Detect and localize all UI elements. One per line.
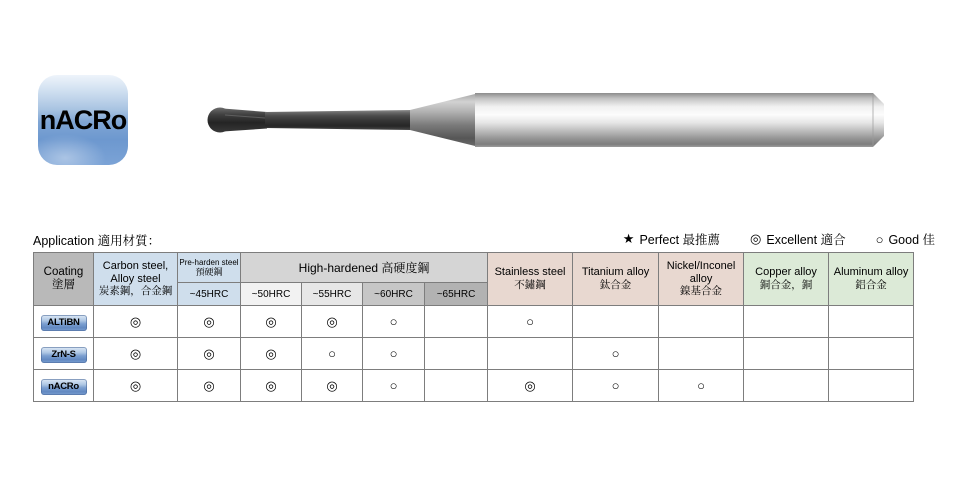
app-cell [744, 370, 829, 402]
app-cell: ○ [573, 370, 659, 402]
application-table [33, 252, 914, 402]
app-cell [659, 306, 744, 338]
app-cell [425, 338, 488, 370]
app-cell: ◎ [94, 338, 178, 370]
table-row-zrns [34, 338, 914, 370]
coating-badge-cell [34, 370, 94, 402]
table-row-nacro [34, 370, 914, 402]
header-stainless-steel: Stainless steel 不鏽鋼 [488, 253, 573, 306]
header-titanium-alloy: Titanium alloy 鈦合金 [573, 253, 659, 306]
header-nickel-inconel-alloy: Nickel/Inconel alloy 鎳基合金 [659, 253, 744, 306]
nacro-logo-text: nACRo [39, 104, 127, 135]
table-row-altibn [34, 306, 914, 338]
header-60hrc: ~60HRC [363, 283, 425, 306]
app-cell: ◎ [94, 306, 178, 338]
application-label: Application 適用材質： [33, 234, 161, 248]
app-cell [829, 338, 914, 370]
app-cell [659, 338, 744, 370]
header-65hrc: ~65HRC [425, 283, 488, 306]
app-cell: ◎ [302, 306, 363, 338]
app-cell [829, 370, 914, 402]
coating-badge-cell [34, 306, 94, 338]
legend-perfect [623, 230, 720, 248]
app-cell: ◎ [488, 370, 573, 402]
app-cell: ○ [659, 370, 744, 402]
app-cell [829, 306, 914, 338]
double-circle-icon: ◎ [750, 231, 762, 246]
app-cell [488, 338, 573, 370]
header-copper-alloy: Copper alloy 銅合金，銅 [744, 253, 829, 306]
header-high-hardened: High-hardened 高硬度鋼 [241, 253, 488, 283]
header-preharden-steel: Pre-harden steel 預硬鋼 [178, 253, 241, 283]
legend-good-label: Good 佳 [888, 233, 935, 247]
app-cell: ◎ [241, 370, 302, 402]
app-cell: ◎ [241, 306, 302, 338]
nacro-logo [38, 75, 128, 165]
app-cell: ○ [363, 306, 425, 338]
circle-icon: ○ [875, 231, 884, 247]
header-50hrc: ~50HRC [241, 283, 302, 306]
star-icon: ★ [622, 231, 635, 246]
app-cell [425, 306, 488, 338]
zrns-badge: ZrN-S [41, 347, 87, 363]
altibn-badge: ALTiBN [41, 315, 87, 331]
legend-perfect-label: Perfect 最推薦 [639, 233, 721, 247]
app-cell: ○ [488, 306, 573, 338]
rating-legend [623, 230, 935, 248]
app-cell: ◎ [302, 370, 363, 402]
header-coating: Coating 塗層 [34, 253, 94, 306]
legend-excellent [750, 230, 846, 248]
app-cell: ○ [302, 338, 363, 370]
app-cell: ○ [363, 338, 425, 370]
app-cell: ◎ [178, 306, 241, 338]
legend-good [876, 230, 935, 248]
app-cell [744, 338, 829, 370]
header-row-main [34, 253, 914, 283]
coating-badge-cell [34, 338, 94, 370]
app-cell [573, 306, 659, 338]
app-cell: ○ [363, 370, 425, 402]
header-aluminum-alloy: Aluminum alloy 鋁合金 [829, 253, 914, 306]
app-cell: ◎ [178, 370, 241, 402]
header-45hrc: ~45HRC [178, 283, 241, 306]
app-cell: ◎ [241, 338, 302, 370]
end-mill-image [185, 88, 890, 152]
header-carbon-steel: Carbon steel, Alloy steel 炭素鋼，合金鋼 [94, 253, 178, 306]
app-cell [744, 306, 829, 338]
nacro-badge: nACRo [41, 379, 87, 395]
app-cell: ○ [573, 338, 659, 370]
app-cell: ◎ [94, 370, 178, 402]
app-cell: ◎ [178, 338, 241, 370]
app-cell [425, 370, 488, 402]
header-55hrc: ~55HRC [302, 283, 363, 306]
legend-excellent-label: Excellent 適合 [766, 233, 846, 247]
